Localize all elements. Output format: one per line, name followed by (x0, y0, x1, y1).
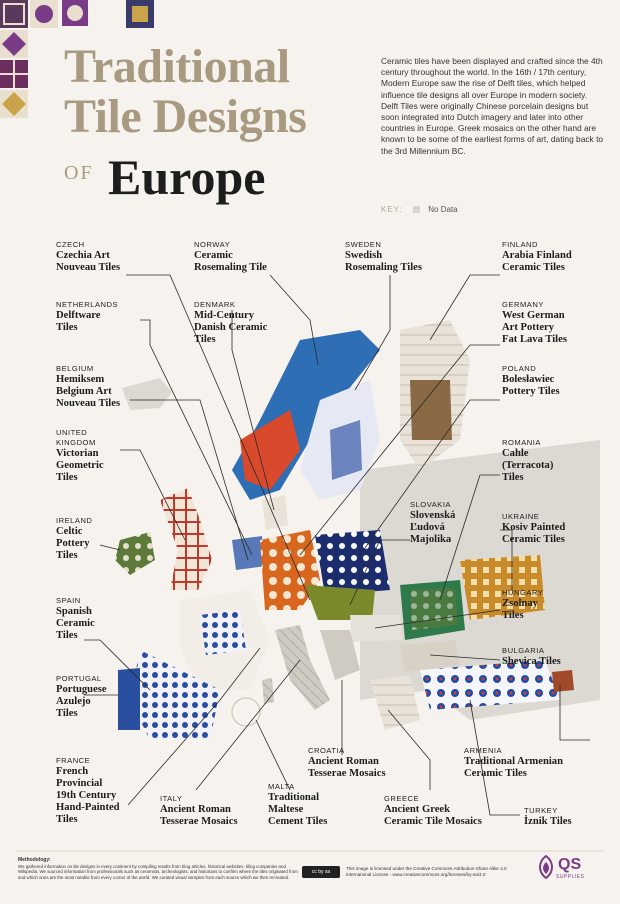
leader-ireland (100, 545, 120, 550)
label-tile: Ancient Roman Tesserae Mosaics (308, 756, 386, 779)
region-uk (160, 488, 212, 590)
label-country: GERMANY (502, 300, 544, 309)
label-tile: Czechia Art Nouveau Tiles (56, 250, 121, 273)
logo-text: QS (558, 856, 582, 873)
iceland-shape (122, 378, 172, 410)
methodology (18, 858, 298, 880)
label-country: ARMENIA (464, 746, 503, 755)
label-country: POLAND (502, 364, 537, 373)
title-line-1: Traditional (64, 40, 290, 93)
license-text: This image is licensed under the Creative Commons Attribution-Share Alike 4.0 International License - www.creativecommons.org/licenses/by-sa/4.0 (346, 866, 507, 877)
label-tile: Victorian Geometric Tiles (56, 448, 104, 483)
label-finland (502, 240, 572, 274)
label-country: NETHERLANDS (56, 300, 119, 309)
label-tile: Kosiv Painted Ceramic Tiles (502, 522, 566, 545)
label-united-kingdom (56, 428, 104, 484)
label-country: CZECH (56, 240, 85, 249)
region-denmark (262, 495, 288, 530)
label-country: CROATIA (308, 746, 345, 755)
label-tile: Spanish Ceramic Tiles (56, 606, 95, 641)
label-tile: Traditional Maltese Cement Tiles (268, 792, 328, 827)
label-greece (384, 794, 482, 828)
label-denmark (194, 300, 267, 346)
label-country: ROMANIA (502, 438, 541, 447)
region-czech-slovakia (305, 585, 375, 620)
label-tile: Shevica Tiles (502, 656, 561, 667)
label-slovakia (410, 500, 455, 546)
label-belgium (56, 364, 120, 410)
label-tile: Traditional Armenian Ceramic Tiles (464, 756, 563, 779)
label-norway (194, 240, 267, 274)
label-turkey (524, 806, 572, 828)
label-country: UKRAINE (502, 512, 540, 521)
label-tile: Hemiksem Belgium Art Nouveau Tiles (56, 374, 121, 409)
region-hungary (350, 615, 402, 642)
region-norway-pattern (240, 410, 300, 490)
label-country: PORTUGAL (56, 674, 102, 683)
label-country: BELGIUM (56, 364, 94, 373)
label-country: HUNGARY (502, 588, 544, 597)
label-country: SWEDEN (345, 240, 382, 249)
label-country: IRELAND (56, 516, 93, 525)
label-netherlands (56, 300, 118, 334)
logo-icon (536, 854, 556, 880)
label-romania (502, 438, 553, 484)
label-country: MALTA (268, 782, 295, 791)
footer-divider (0, 850, 620, 852)
label-germany (502, 300, 567, 346)
key-label: KEY: (381, 205, 403, 214)
label-tile: Ancient Roman Tesserae Mosaics (160, 804, 238, 827)
label-italy (160, 794, 238, 828)
label-country: FRANCE (56, 756, 91, 765)
label-tile: Portuguese Azulejo Tiles (56, 684, 107, 719)
region-finland-detail (410, 380, 452, 440)
label-portugal (56, 674, 107, 720)
label-tile: Delftware Tiles (56, 310, 101, 333)
label-sweden (345, 240, 422, 274)
methodology-heading: Methodology: (18, 857, 51, 863)
label-ukraine (502, 512, 565, 546)
label-tile: Ancient Greek Ceramic Tile Mosaics (384, 804, 482, 827)
label-poland (502, 364, 560, 398)
label-bulgaria (502, 646, 561, 668)
label-armenia (464, 746, 563, 780)
label-country: DENMARK (194, 300, 236, 309)
label-tile: French Provincial 19th Century Hand-Painted Tiles (56, 766, 120, 825)
intro-paragraph: Ceramic tiles have been displayed and crafted since the 4th century throughout the world. In the 16th / 17th century, Modern Europe saw the rise of Delft tiles, which helped influence tile designs all over Europe in modern society. Delft Tiles were originally Chinese porcelain designs but soon integrated into Dutch imagery and later into other countries in Europe. Greek mosaics on the other hand are known to be some of the earliest forms of art, dating back to the 3rd Millennium BC. (381, 56, 604, 156)
region-ireland (115, 532, 155, 575)
label-hungary (502, 588, 543, 622)
label-country: SPAIN (56, 596, 81, 605)
label-country: ITALY (160, 794, 183, 803)
label-croatia (308, 746, 386, 780)
title-europe: Europe (108, 149, 266, 205)
label-czech (56, 240, 120, 274)
label-country: NORWAY (194, 240, 231, 249)
leader-malta (256, 720, 290, 790)
region-poland (315, 530, 390, 595)
label-tile: West German Art Pottery Fat Lava Tiles (502, 310, 567, 345)
label-tile: Zsolnay Tiles (502, 598, 538, 621)
label-spain (56, 596, 95, 642)
label-country: GREECE (384, 794, 420, 803)
region-armenia (552, 670, 574, 692)
qs-supplies-logo (536, 850, 586, 896)
label-tile: Ceramic Rosemaling Tile (194, 250, 267, 273)
cc-license-badge: cc by sa (302, 866, 340, 878)
title-line-2: Tile Designs (64, 90, 307, 143)
region-malta (232, 698, 260, 726)
label-tile: Slovenská Ľudová Majolika (410, 510, 456, 545)
label-country: UNITED KINGDOM (56, 428, 96, 447)
region-portugal (118, 668, 140, 730)
no-data-label: No Data (428, 205, 458, 214)
label-ireland (56, 516, 92, 562)
label-tile: Swedish Rosemaling Tiles (345, 250, 423, 273)
title-of: OF (64, 162, 94, 184)
label-country: FINLAND (502, 240, 538, 249)
label-country: BULGARIA (502, 646, 545, 655)
methodology-text: We gathered information on tile designs in every continent by compiling results from blog articles, historical websites, tiling companies and Wikipedia. We sourced information from professionals such as ceramists, archeologists, and historians to confirm where the tiles originated from and which ones are the most notable from every corner of the world. We curated visual samples from each source which we then recreated. (18, 863, 298, 880)
label-country: TURKEY (524, 806, 558, 815)
region-sweden-motifs (330, 420, 362, 480)
region-france-pattern (200, 610, 246, 655)
label-tile: Celtic Pottery Tiles (56, 526, 90, 561)
label-malta (268, 782, 327, 828)
region-italy (275, 625, 330, 710)
label-france (56, 756, 120, 826)
logo-subtext: SUPPLIES (556, 874, 585, 880)
region-romania-detail (410, 588, 458, 630)
label-tile: Mid-Century Danish Ceramic Tiles (194, 310, 268, 345)
label-tile: Arabia Finland Ceramic Tiles (502, 250, 572, 273)
label-tile: Cahle (Terracota) Tiles (502, 448, 554, 483)
label-country: SLOVAKIA (410, 500, 452, 509)
label-tile: Bolesławiec Pottery Tiles (502, 374, 560, 397)
label-tile: İznik Tiles (524, 816, 572, 827)
